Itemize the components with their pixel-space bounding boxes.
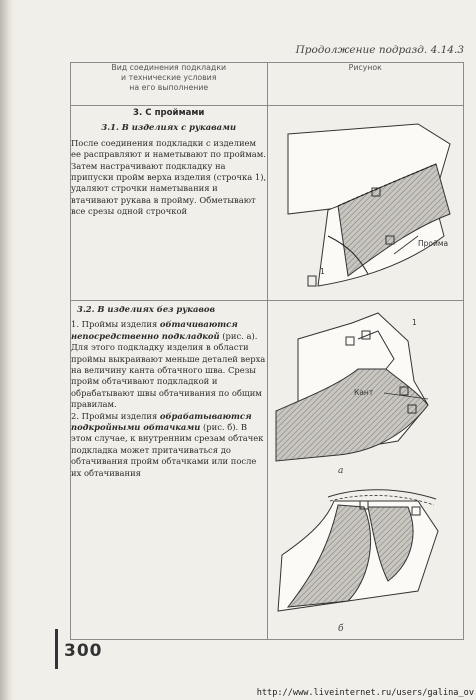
- section-3-1-cell: [71, 106, 268, 301]
- page-number-bar: [55, 629, 58, 669]
- figure-b: [278, 490, 438, 634]
- figure-sleeveless-cell: [267, 301, 464, 640]
- header-line: на его выполнение: [129, 83, 209, 92]
- text-fragment: (рис. а). Для этого подкладку изделия в области проймы выкраивают меньше деталей верха на величину канта обтачного шва. Срезы пройм обтачивают подкладкой и обрабатывают швы обтачивания по общим правилам.: [71, 330, 266, 410]
- page-number: 300: [64, 641, 103, 661]
- sleeveless-armhole-drawings: [268, 301, 464, 639]
- subsection-text-2: [71, 411, 267, 479]
- header-line: Вид соединения подкладки: [111, 63, 227, 72]
- stitch-marker: 1: [319, 267, 325, 276]
- emphasis-text: обтачиваются непосредственно подкладкой: [71, 319, 238, 341]
- text-fragment: 2. Проймы изделия: [71, 410, 160, 421]
- figure-letter-b: б: [337, 624, 343, 634]
- emphasis-text: обрабатываются подкройными обтачками: [71, 410, 252, 433]
- column-header-figure: Рисунок: [267, 63, 464, 106]
- figure-a: [276, 313, 428, 476]
- subsection-title: 3.2. В изделиях без рукавов: [77, 304, 215, 314]
- page-shadow: [0, 0, 14, 700]
- figure-sleeve-cell: [267, 106, 464, 301]
- text-fragment: (рис. б). В этом случае, к внутренним срезам обтачек подкладка может притачиваться до обтачивания пройм обтачками или после их обтачивания: [71, 422, 264, 478]
- main-table: [70, 62, 464, 640]
- subsection-text: После соединения подкладки с изделием ее расправляют и наметывают по проймам. Затем настрачивают подкладку на припуски пройм верха изделия (строчка 1), удаляют строчки наметывания и втачивают рукава в пройму. Обметывают все срезы одной строчкой: [71, 137, 267, 217]
- header-line: и технические условия: [121, 73, 217, 82]
- armhole-label: Пройма: [417, 239, 448, 248]
- text-fragment: 1. Проймы изделия: [71, 319, 160, 330]
- piping-label: Кант: [353, 388, 373, 397]
- figure-letter-a: а: [337, 466, 343, 476]
- armhole-edge: [328, 490, 436, 499]
- section-title: 3. С проймами: [133, 108, 205, 118]
- footer-url: http://www.liveinternet.ru/users/galina_ov: [256, 688, 474, 698]
- subsection-text-1: [71, 319, 267, 410]
- sleeve-armhole-drawing: [268, 106, 464, 300]
- section-3-2-cell: [71, 301, 268, 640]
- column-header-description: [71, 63, 268, 106]
- subsection-title: 3.1. В изделиях с рукавами: [101, 122, 237, 133]
- stitch-marker: 1: [411, 318, 417, 327]
- seam-detail: [308, 276, 316, 286]
- continuation-header: Продолжение подразд. 4.14.3: [295, 44, 464, 56]
